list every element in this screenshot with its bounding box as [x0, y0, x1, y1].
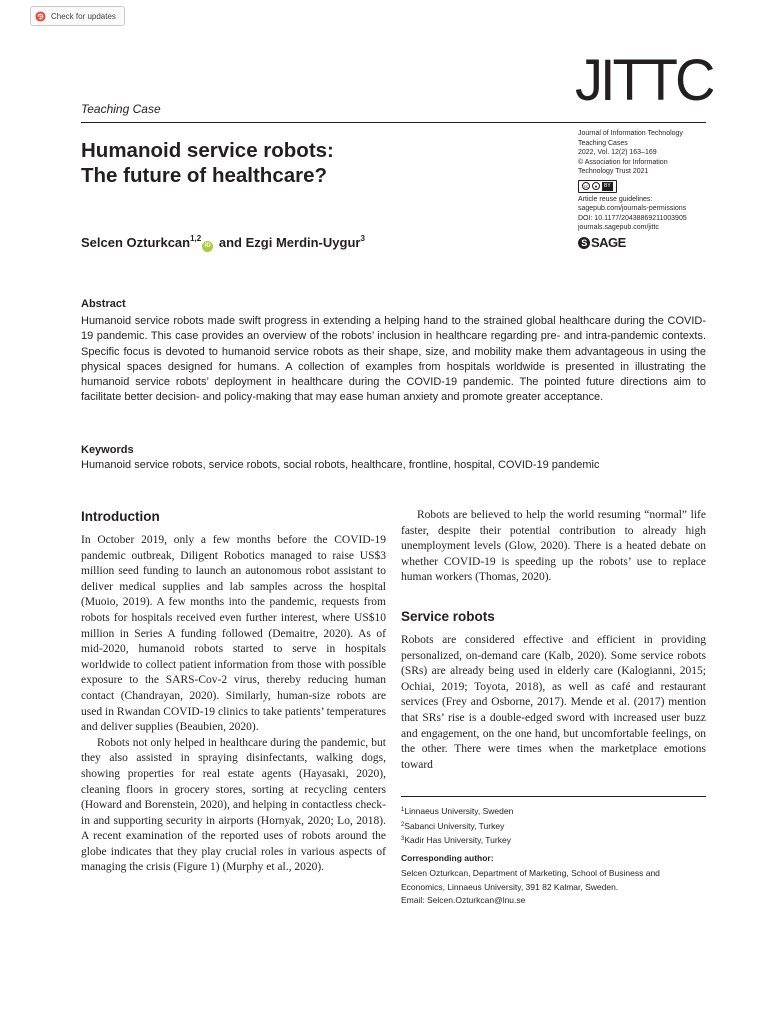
journal-meta — [578, 129, 713, 249]
header-divider — [81, 122, 706, 123]
right-column-service — [401, 633, 706, 773]
affiliation-text: Sabanci University, Turkey — [404, 820, 505, 831]
right-column-top — [401, 508, 706, 586]
abstract-heading: Abstract — [81, 298, 126, 310]
copyright-line: Technology Trust 2021 — [578, 168, 649, 175]
body-paragraph: Robots are believed to help the world resuming “normal” life faster, despite their potential contribution to already high unemployment levels (Glow, 2020). There is a heated debate on whether COVID-19 is speeding up the robots’ use to replace human workers (Thomas, 2020). — [401, 509, 706, 584]
cc-by-label: BY — [604, 182, 611, 189]
introduction-heading: Introduction — [81, 509, 160, 524]
keywords-heading: Keywords — [81, 444, 134, 456]
affiliation-text: Kadir Has University, Turkey — [404, 835, 511, 845]
journal-name-line: Journal of Information Technology — [578, 130, 683, 137]
doi-link[interactable]: DOI: 10.1177/20438869211003905 — [578, 214, 687, 222]
journal-logo: JITTC — [575, 46, 713, 113]
attribution-icon: ● — [592, 182, 600, 190]
affiliation-sup: 1 — [401, 807, 405, 813]
author-affiliation-sup: 1,2 — [190, 234, 202, 243]
refresh-badge-icon — [35, 11, 46, 22]
copyright-line: © Association for Information — [578, 158, 668, 166]
title-line-1: Humanoid service robots: — [81, 139, 334, 162]
sage-logo-icon: S — [578, 237, 590, 249]
author-affiliation-sup: 3 — [360, 234, 365, 243]
author-list — [81, 234, 365, 252]
title-line-2: The future of healthcare? — [81, 164, 328, 187]
corresponding-line: Selcen Ozturkcan, Department of Marketing, School of Business and — [401, 868, 660, 878]
journal-url-link[interactable]: journals.sagepub.com/jittc — [578, 224, 659, 231]
body-paragraph: Robots not only helped in healthcare during the pandemic, but they also assisted in spraying disinfectants, walking dogs, showing properties for real estate agents (Hayasaki, 2020), cleaning floors in grocery stores, sorting at recycling centers (Howard and Borenstein, 2020), and helping in contactless check-in and supporting security in airports (Hornyak, 2020; Lo, 2018). A recent examination of the reported uses of robots around the globe indicates that they play crucial roles in various aspects of managing the crisis (Figure 1) (Murphy et al., 2020). — [81, 736, 386, 874]
keywords-text: Humanoid service robots, service robots, social robots, healthcare, frontline, hospital, COVID-19 pandemic — [81, 459, 600, 471]
reuse-link[interactable]: sagepub.com/journals-permissions — [578, 205, 687, 212]
body-paragraph: Robots are considered effective and efficient in providing personalized, on-demand care (Kalb, 2020). Some service robots (SRs) are already being used in elderly care (Kalogianni, 2015; Ochiai, 2019; Toyota, 2018), as well as café and restaurant services (Frey and Osborne, 2017). Mende et al. (2017) mention that SRs’ rise is a double-edged sword with increased user buzz and engagement, on the one hand, but uncomfortable feelings, on the other. There were times when the marketplace emotions toward — [401, 634, 706, 771]
affiliation-sup: 2 — [401, 821, 405, 828]
author-connector: and — [218, 235, 242, 250]
left-column — [81, 533, 386, 876]
journal-name-line: Teaching Cases — [578, 139, 628, 147]
abstract-text: Humanoid service robots made swift progress in extending a helping hand to the strained global healthcare during the COVID-19 pandemic. This case provides an overview of the robots’ inclusion in healthcare regarding pre- and intra-pandemic contexts. Specific focus is devoted to humanoid service robots as their shape, size, and mobility make them advantageous in using the physical spaces designed for humans. A collection of examples from hospitals worldwide is presented in illustrating the humanoid service robots’ deployment in healthcare during the COVID-19 pandemic. The pointed future directions aim to facilitate better decision- and policy-making that may ease human anxiety and promote greater acceptance. — [81, 315, 706, 404]
article-type: Teaching Case — [81, 102, 161, 116]
orcid-icon[interactable]: iD — [202, 241, 213, 252]
article-title — [81, 138, 531, 188]
corresponding-author-details — [401, 867, 711, 908]
affiliation-item — [401, 804, 706, 819]
affiliation-text: Linnaeus University, Sweden — [404, 806, 514, 816]
affiliation-item — [401, 819, 706, 834]
reuse-label: Article reuse guidelines: — [578, 195, 653, 203]
author-name: Selcen Ozturkcan — [81, 235, 191, 250]
affiliation-item — [401, 833, 706, 848]
corresponding-line: Economics, Linnaeus University, 391 82 Kalmar, Sweden. — [401, 881, 619, 892]
body-paragraph: In October 2019, only a few months before the COVID-19 pandemic outbreak, Diligent Robotics managed to raise US$3 million seed funding to launch an autonomous robot assistant to deliver medical supplies and lab samples across the hospital (Muoio, 2019). A few months into the pandemic, requests from robots for hospitals received even further interest, where US$10 million in Series A funding followed (Demaitre, 2020). As of mid-2020, humanoid robots started to serve in hospitals worldwide to collect patient information from those with possible exposure to the SARS-Cov-2 virus, thereby reducing human contact (Chandrayan, 2020). Similarly, human-size robots are used in Rwandan COVID-19 clinics to take patients’ temperatures and deliver supplies (Beaubien, 2020). — [81, 534, 386, 734]
author-name: Ezgi Merdin-Uygur — [245, 235, 361, 250]
check-for-updates-label: Check for updates — [51, 11, 116, 21]
service-robots-heading: Service robots — [401, 609, 495, 624]
volume-info: 2022, Vol. 12(2) 163–169 — [578, 149, 657, 156]
footnote-divider — [401, 796, 706, 797]
publisher-logo — [578, 234, 713, 250]
publisher-name: SAGE — [591, 234, 626, 250]
corresponding-email[interactable]: Email: Selcen.Ozturkcan@lnu.se — [401, 895, 526, 905]
affiliation-sup: 3 — [401, 836, 405, 842]
cc-icon: cc — [583, 184, 589, 189]
check-for-updates-button[interactable] — [30, 6, 125, 26]
creative-commons-badge[interactable] — [578, 180, 617, 193]
affiliations — [401, 804, 706, 848]
corresponding-author-heading: Corresponding author: — [401, 853, 494, 863]
